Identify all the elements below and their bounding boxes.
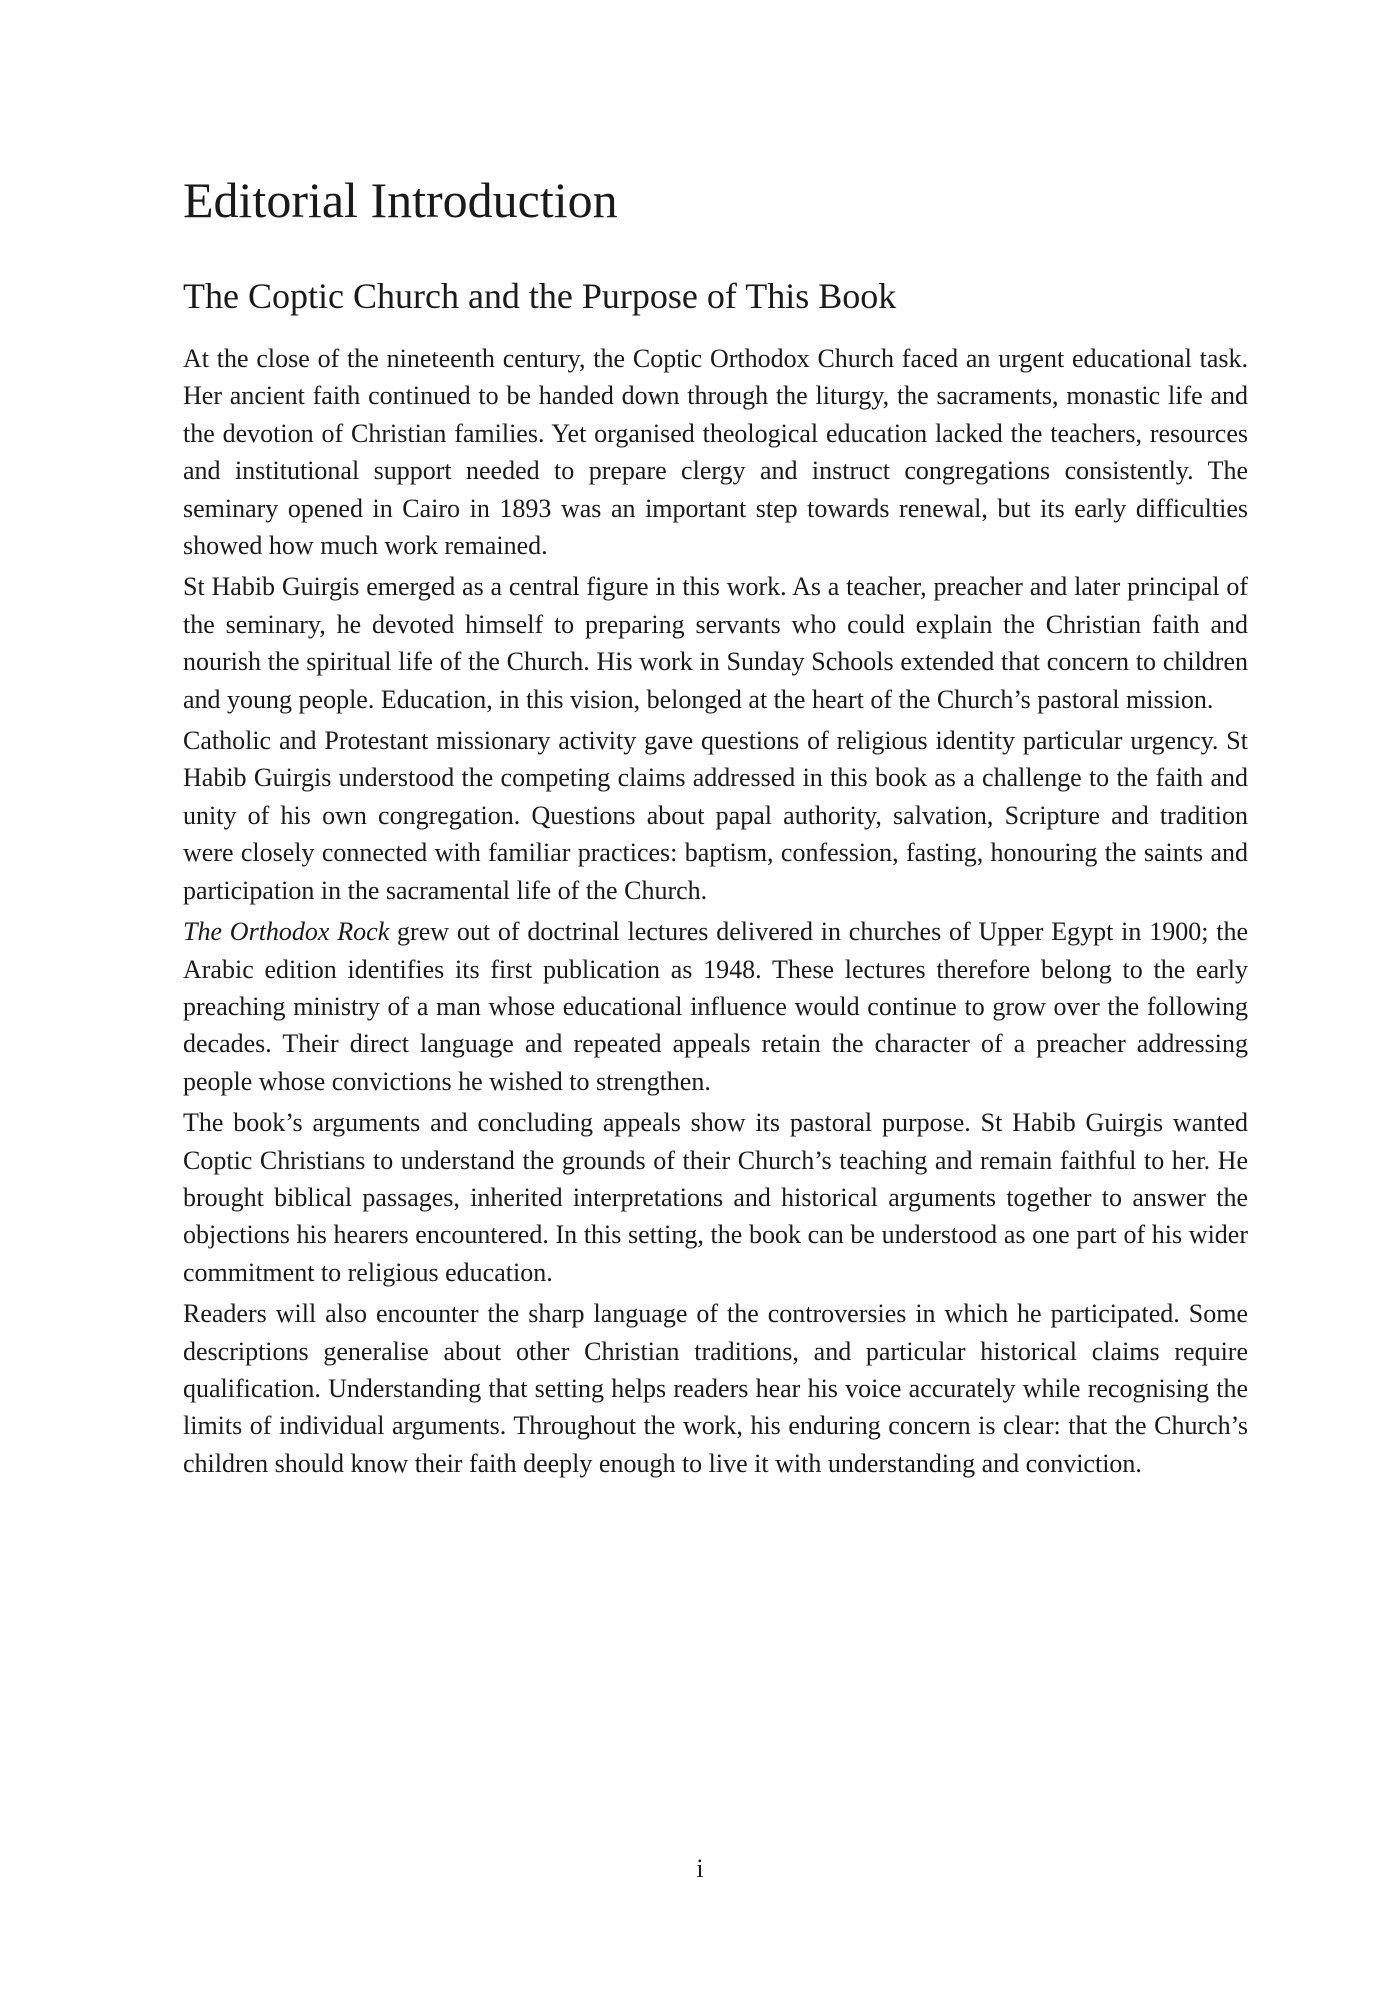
page-number: i xyxy=(696,1854,704,1883)
paragraph-4-text: grew out of doctrinal lectures delivered in churches of Upper Egypt in 1900; the Arabic edition identifies its first publication as 1948. These lectures therefore belong to the early preaching ministry of a man whose educational influence would continue to grow over the following decades. Their direct language and repeated appeals retain the character of a preacher addressing people whose convictions he wished to strengthen. xyxy=(183,917,1249,1096)
paragraph-4 xyxy=(183,913,1248,1100)
paragraph-5: The book’s arguments and concluding appeals show its pastoral purpose. St Habib Guirgis wanted Coptic Christians to understand the grounds of their Church’s teaching and remain faithful to her. He brought biblical passages, inherited interpretations and historical arguments together to answer the objections his hearers encountered. In this setting, the book can be understood as one part of his wider commitment to religious education. xyxy=(183,1108,1248,1287)
book-title-italic: The Orthodox Rock xyxy=(183,917,390,947)
paragraph-1: At the close of the nineteenth century, the Coptic Orthodox Church faced an urgent educational task. Her ancient faith continued to be handed down through the liturgy, the sacraments, monastic life and the devotion of Christian families. Yet organised theological education lacked the teachers, resources and institutional support needed to prepare clergy and instruct congregations consistently. The seminary opened in Cairo in 1893 was an important step towards renewal, but its early difficulties showed how much work remained. xyxy=(183,344,1248,561)
page-content xyxy=(183,170,1248,1486)
paragraph-6: Readers will also encounter the sharp language of the controversies in which he participated. Some descriptions generalise about other Christian traditions, and particular historical claims require qualification. Understanding that setting helps readers hear his voice accurately while recognising the limits of individual arguments. Throughout the work, his enduring concern is clear: that the Church’s children should know their faith deeply enough to live it with understanding and conviction. xyxy=(183,1299,1248,1478)
paragraph-2: St Habib Guirgis emerged as a central figure in this work. As a teacher, preacher and later principal of the seminary, he devoted himself to preparing servants who could explain the Christian faith and nourish the spiritual life of the Church. His work in Sunday Schools extended that concern to children and young people. Education, in this vision, belonged at the heart of the Church’s pastoral mission. xyxy=(183,572,1248,714)
paragraph-3: Catholic and Protestant missionary activity gave questions of religious identity particular urgency. St Habib Guirgis understood the competing claims addressed in this book as a challenge to the faith and unity of his own congregation. Questions about papal authority, salvation, Scripture and tradition were closely connected with familiar practices: baptism, confession, fasting, honouring the saints and participation in the sacramental life of the Church. xyxy=(183,726,1248,905)
body-text xyxy=(183,340,1248,1482)
section-title: The Coptic Church and the Purpose of This Book xyxy=(183,276,897,316)
chapter-title: Editorial Introduction xyxy=(183,172,618,228)
